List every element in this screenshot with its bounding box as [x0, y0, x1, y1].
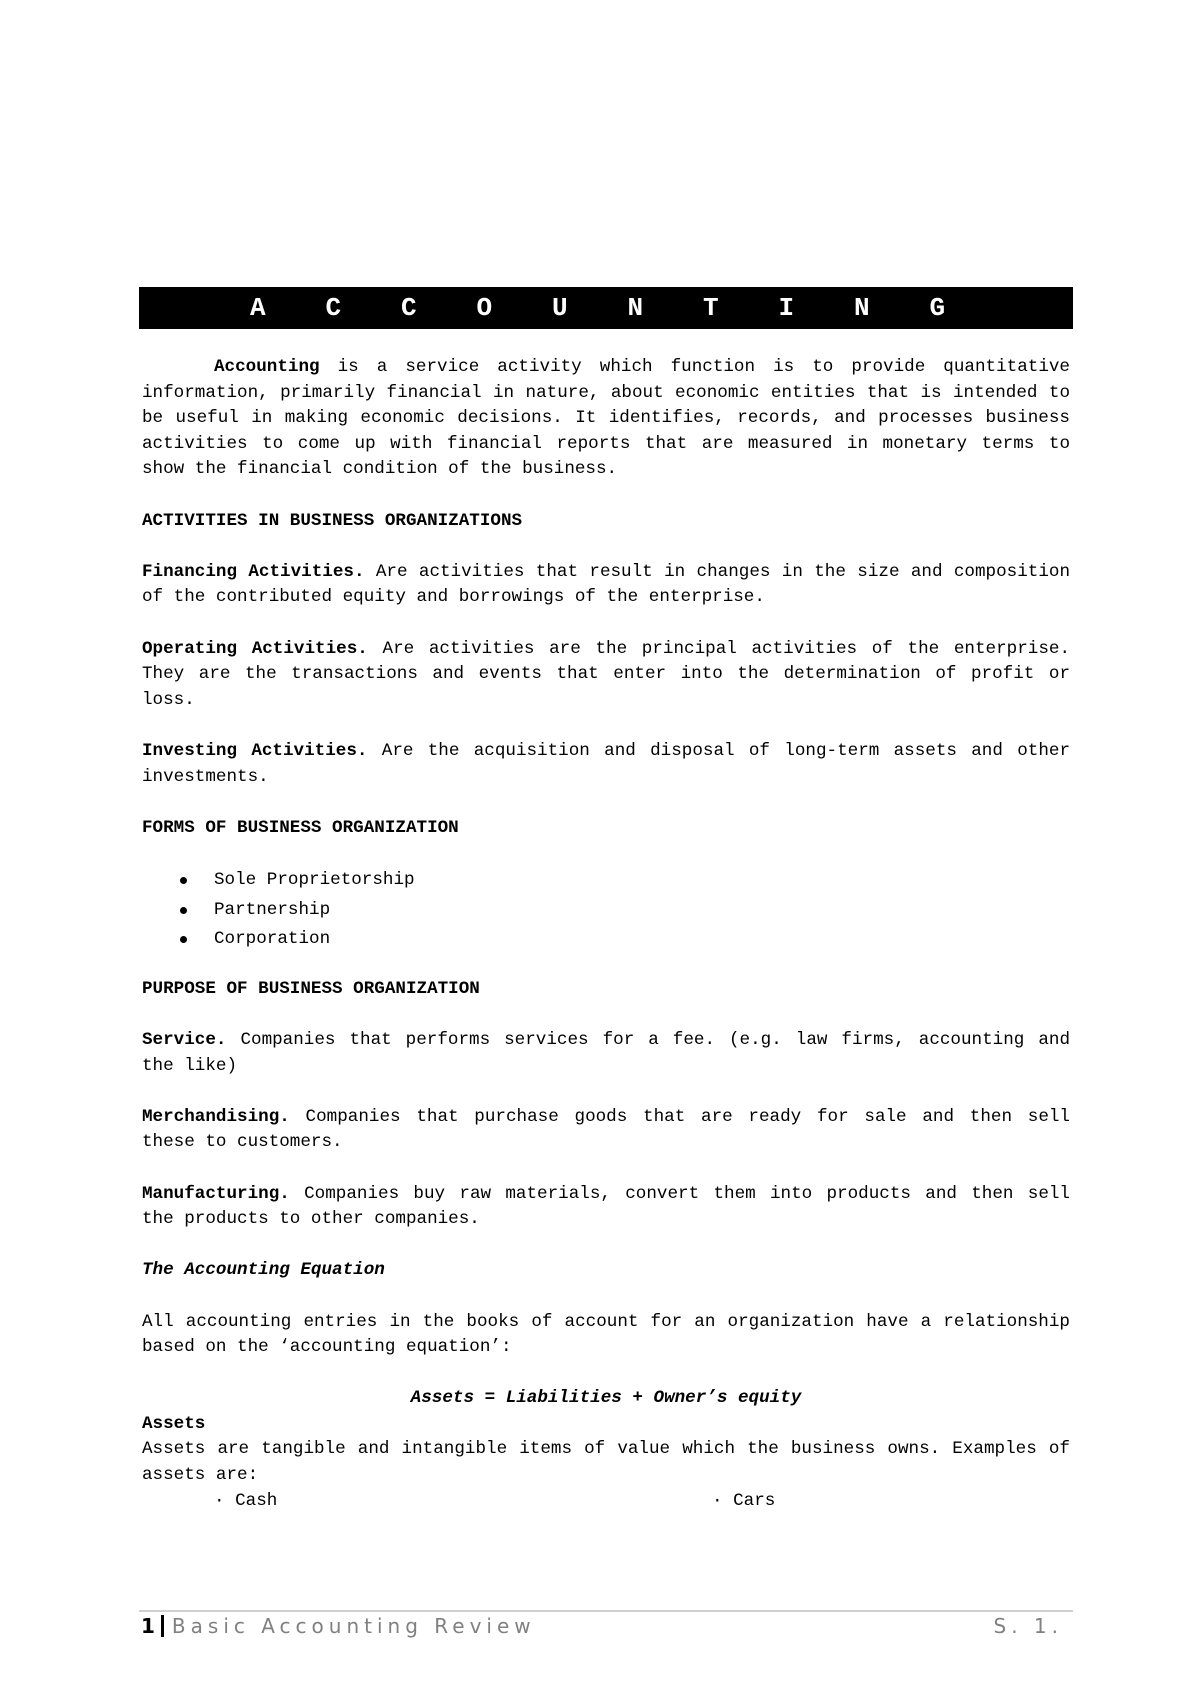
banner-letter: C — [325, 293, 342, 323]
activity-term: Financing Activities. — [142, 561, 365, 582]
activity-text: Are activities are the principal activities of the enterprise. They are the transactions and events that enter into the determination of profit or loss. — [142, 638, 1071, 710]
list-item: · Cars — [712, 1490, 776, 1511]
forms-list — [142, 866, 1070, 955]
activity-paragraph — [142, 560, 1070, 611]
list-item: · Cash — [214, 1490, 278, 1511]
banner-letter: G — [929, 293, 946, 323]
activity-paragraph — [142, 637, 1070, 714]
activities-heading: ACTIVITIES IN BUSINESS ORGANIZATIONS — [142, 510, 523, 531]
equation-paragraph: All accounting entries in the books of account for an organization have a relationship based on the ‘accounting equation’: — [142, 1311, 1070, 1358]
banner-letter: N — [627, 293, 644, 323]
purpose-heading: PURPOSE OF BUSINESS ORGANIZATION — [142, 978, 480, 999]
list-item: Corporation — [142, 925, 1070, 955]
activity-text: Are the acquisition and disposal of long-term assets and other investments. — [142, 740, 1071, 787]
purpose-term: Manufacturing. — [142, 1183, 290, 1204]
banner-letter: T — [703, 293, 719, 323]
page-number: 1 — [141, 1614, 155, 1638]
activity-term: Operating Activities. — [142, 638, 368, 659]
activity-text: Are activities that result in changes in the size and composition of the contributed equity and borrowings of the enterprise. — [142, 561, 1071, 608]
footer-title: Basic Accounting Review — [171, 1614, 536, 1638]
footer-divider — [139, 1610, 1073, 1612]
title-banner — [139, 287, 1073, 329]
purpose-term: Merchandising. — [142, 1106, 290, 1127]
purpose-paragraph — [142, 1028, 1070, 1079]
equation-formula: Assets = Liabilities + Owner’s equity — [410, 1388, 802, 1409]
purpose-term: Service. — [142, 1029, 227, 1050]
banner-letter: N — [854, 293, 870, 323]
forms-heading: FORMS OF BUSINESS ORGANIZATION — [142, 817, 459, 838]
banner-letter: C — [401, 293, 417, 323]
banner-letter: A — [250, 293, 266, 323]
banner-letter: U — [552, 293, 568, 323]
assets-examples — [142, 1489, 1070, 1515]
document-body — [142, 355, 1070, 1515]
list-item: Sole Proprietorship — [142, 866, 1070, 896]
purpose-text: Companies buy raw materials, convert them into products and then sell the products to other companies. — [142, 1183, 1070, 1230]
intro-text: is a service activity which function is to provide quantitative information, primarily financial in nature, about economic entities that is intended to be useful in making economic decisions. It identifies, records, and processes business activities to come up with financial reports that are measured in monetary terms to show the financial condition of the business. — [142, 357, 1070, 480]
assets-heading: Assets — [142, 1413, 206, 1434]
purpose-paragraph — [142, 1182, 1070, 1233]
footer-right-label: S. 1. — [993, 1614, 1063, 1638]
equation-heading: The Accounting Equation — [142, 1260, 385, 1281]
intro-paragraph — [142, 355, 1070, 483]
purpose-paragraph — [142, 1105, 1070, 1156]
activity-term: Investing Activities. — [142, 740, 368, 761]
banner-letter: I — [778, 293, 795, 323]
activity-paragraph — [142, 739, 1070, 790]
purpose-text: Companies that purchase goods that are ready for sale and then sell these to customers. — [142, 1106, 1070, 1153]
list-item: Partnership — [142, 896, 1070, 926]
intro-term: Accounting — [214, 357, 320, 377]
purpose-text: Companies that performs services for a fee. (e.g. law firms, accounting and the like) — [142, 1029, 1070, 1076]
footer-separator — [161, 1615, 164, 1637]
page-footer — [141, 1614, 1071, 1644]
assets-paragraph: Assets are tangible and intangible items of value which the business owns. Examples of assets are: — [142, 1439, 1070, 1486]
banner-letter: O — [476, 293, 493, 323]
